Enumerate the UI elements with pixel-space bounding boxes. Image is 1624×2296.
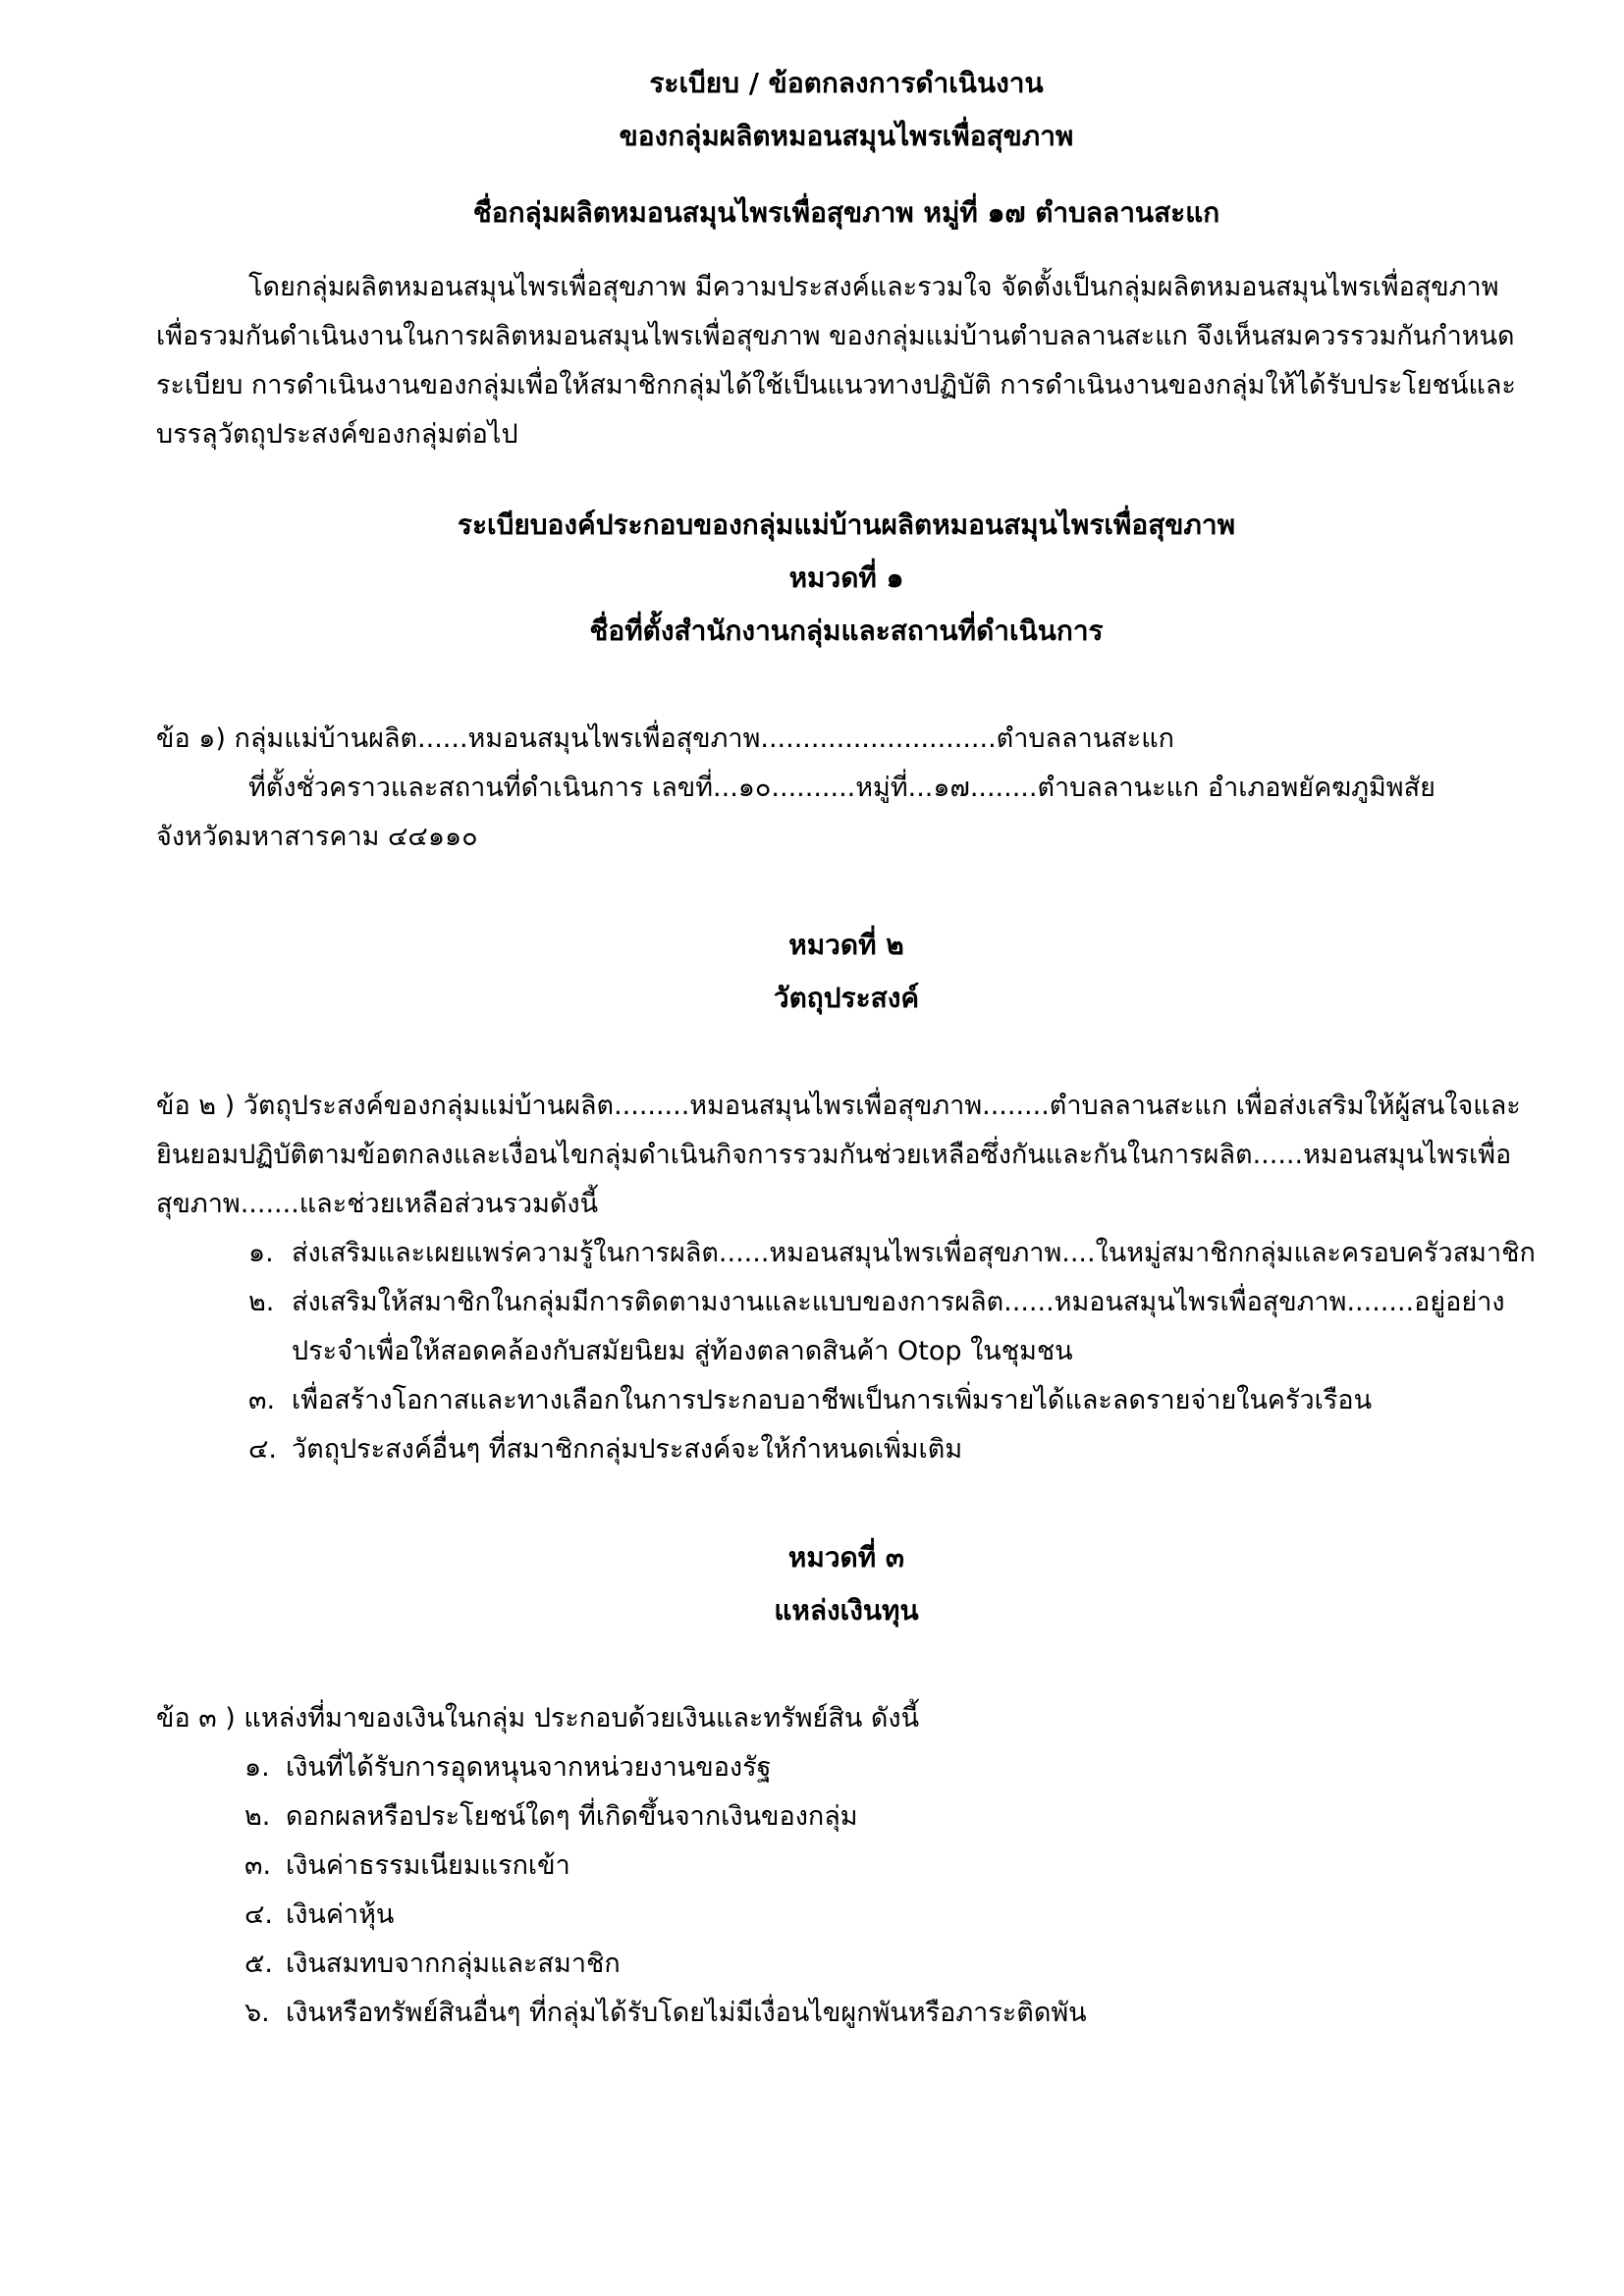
section3-heading: หมวดที่ ๓ — [787, 1541, 905, 1574]
list-item-text: เงินค่าหุ้น — [286, 1899, 395, 1930]
list-item-number: ๔. — [248, 1434, 278, 1465]
list-item-text: เพื่อสร้างโอกาสและทางเลือกในการประกอบอาชีพเป็นการเพิ่มรายได้และลดรายจ่ายในครัวเรือน — [292, 1385, 1373, 1415]
list-item-number: ๒. — [248, 1287, 275, 1317]
document-title-line1: ระเบียบ / ข้อตกลงการดำเนินงาน — [649, 67, 1044, 99]
list-item — [156, 1743, 1537, 1792]
list-item-text: เงินหรือทรัพย์สินอื่นๆ ที่กลุ่มได้รับโดยไม่มีเงื่อนไขผูกพันหรือภาระติดพัน — [286, 1998, 1087, 2028]
list-item-text: เงินค่าธรรมเนียมแรกเข้า — [286, 1850, 570, 1881]
clause1-line3: จังหวัดมหาสารคาม ๔๔๑๑๐ — [156, 822, 478, 852]
list-item — [156, 1842, 1537, 1891]
clause2-paragraph: ข้อ ๒ ) วัตถุประสงค์ของกลุ่มแม่บ้านผลิต.........หมอนสมุนไพรเพื่อสุขภาพ........ตำบลลานสะแก เพื่อส่งเสริมให้ผู้สนใจและยินยอมปฏิบัติตามข้อตกลงและเงื่อนไขกลุ่มดำเนินกิจการรวมกันช่วยเหลือซึ่งกันและกันในการผลิต......หมอนสมุนไพรเพื่อสุขภาพ.......และช่วยเหลือส่วนรวมดังนี้ — [156, 1091, 1521, 1219]
list-item-text: ส่งเสริมและเผยแพร่ความรู้ในการผลิต......หมอนสมุนไพรเพื่อสุขภาพ....ในหมู่สมาชิกกลุ่มและครอบครัวสมาชิก — [292, 1238, 1536, 1268]
list-item-number: ๕. — [244, 1949, 274, 1979]
list-item-text: ส่งเสริมให้สมาชิกในกลุ่มมีการติดตามงานและแบบของการผลิต......หมอนสมุนไพรเพื่อสุขภาพ........อยู่อย่างประจำเพื่อให้สอดคล้องกับสมัยนิยม สู่ท้องตลาดสินค้า Otop ในชุมชน — [292, 1287, 1505, 1366]
list-item-number: ๒. — [244, 1801, 271, 1832]
list-item — [156, 1891, 1537, 1940]
list-item — [156, 1229, 1537, 1278]
list-item — [156, 1425, 1537, 1474]
list-item — [156, 1278, 1537, 1376]
list-item-number: ๑. — [244, 1752, 270, 1783]
section3-subheading: แหล่งเงินทุน — [774, 1594, 919, 1627]
list-item-number: ๖. — [244, 1998, 270, 2028]
list-item-number: ๑. — [248, 1238, 274, 1268]
list-item-number: ๓. — [244, 1850, 272, 1881]
list-item-number: ๓. — [248, 1385, 276, 1415]
section1-subheading: ชื่อที่ตั้งสำนักงานกลุ่มและสถานที่ดำเนินการ — [589, 614, 1104, 647]
list-item-number: ๔. — [244, 1899, 274, 1930]
group-name-heading: ชื่อกลุ่มผลิตหมอนสมุนไพรเพื่อสุขภาพ หมู่ที่ ๑๗ ตำบลลานสะแก — [472, 196, 1220, 229]
list-item-text: วัตถุประสงค์อื่นๆ ที่สมาชิกกลุ่มประสงค์จะให้กำหนดเพิ่มเติม — [292, 1434, 963, 1465]
list-item — [156, 1940, 1537, 1989]
objectives-list — [156, 1229, 1537, 1474]
list-item — [156, 1989, 1537, 2038]
list-item-text: เงินที่ได้รับการอุดหนุนจากหน่วยงานของรัฐ — [286, 1752, 772, 1783]
clause1-line1: ข้อ ๑) กลุ่มแม่บ้านผลิต......หมอนสมุนไพรเพื่อสุขภาพ............................ตำบลลานสะแก — [156, 723, 1174, 754]
list-item-text: ดอกผลหรือประโยชน์ใดๆ ที่เกิดขึ้นจากเงินของกลุ่ม — [286, 1801, 858, 1832]
section1-heading: หมวดที่ ๑ — [788, 561, 904, 594]
intro-paragraph: โดยกลุ่มผลิตหมอนสมุนไพรเพื่อสุขภาพ มีความประสงค์และรวมใจ จัดตั้งเป็นกลุ่มผลิตหมอนสมุนไพรเพื่อสุขภาพ เพื่อรวมกันดำเนินงานในการผลิตหมอนสมุนไพรเพื่อสุขภาพ ของกลุ่มแม่บ้านตำบลลานสะแก จึงเห็นสมควรรวมกันกำหนดระเบียบ การดำเนินงานของกลุ่มเพื่อให้สมาชิกกลุ่มได้ใช้เป็นแนวทางปฏิบัติ การดำเนินงานของกลุ่มให้ได้รับประโยชน์และบรรลุวัตถุประสงค์ของกลุ่มต่อไป — [156, 272, 1516, 450]
section2-subheading: วัตถุประสงค์ — [773, 982, 920, 1014]
document-title-line2: ของกลุ่มผลิตหมอนสมุนไพรเพื่อสุขภาพ — [619, 120, 1074, 152]
list-item-text: เงินสมทบจากกลุ่มและสมาชิก — [286, 1949, 621, 1979]
list-item — [156, 1792, 1537, 1842]
document-content — [156, 57, 1537, 2038]
list-item — [156, 1376, 1537, 1425]
composition-title: ระเบียบองค์ประกอบของกลุ่มแม่บ้านผลิตหมอนสมุนไพรเพื่อสุขภาพ — [457, 508, 1236, 541]
clause1-line2: ที่ตั้งชั่วคราวและสถานที่ดำเนินการ เลขที่...๑๐..........หมู่ที่...๑๗........ตำบลลานะแก อำเภอพยัคฆภูมิพสัย — [248, 773, 1435, 803]
funding-sources-list — [156, 1743, 1537, 2038]
section2-heading: หมวดที่ ๒ — [788, 929, 904, 961]
clause3-line: ข้อ ๓ ) แหล่งที่มาของเงินในกลุ่ม ประกอบด้วยเงินและทรัพย์สิน ดังนี้ — [156, 1703, 920, 1734]
